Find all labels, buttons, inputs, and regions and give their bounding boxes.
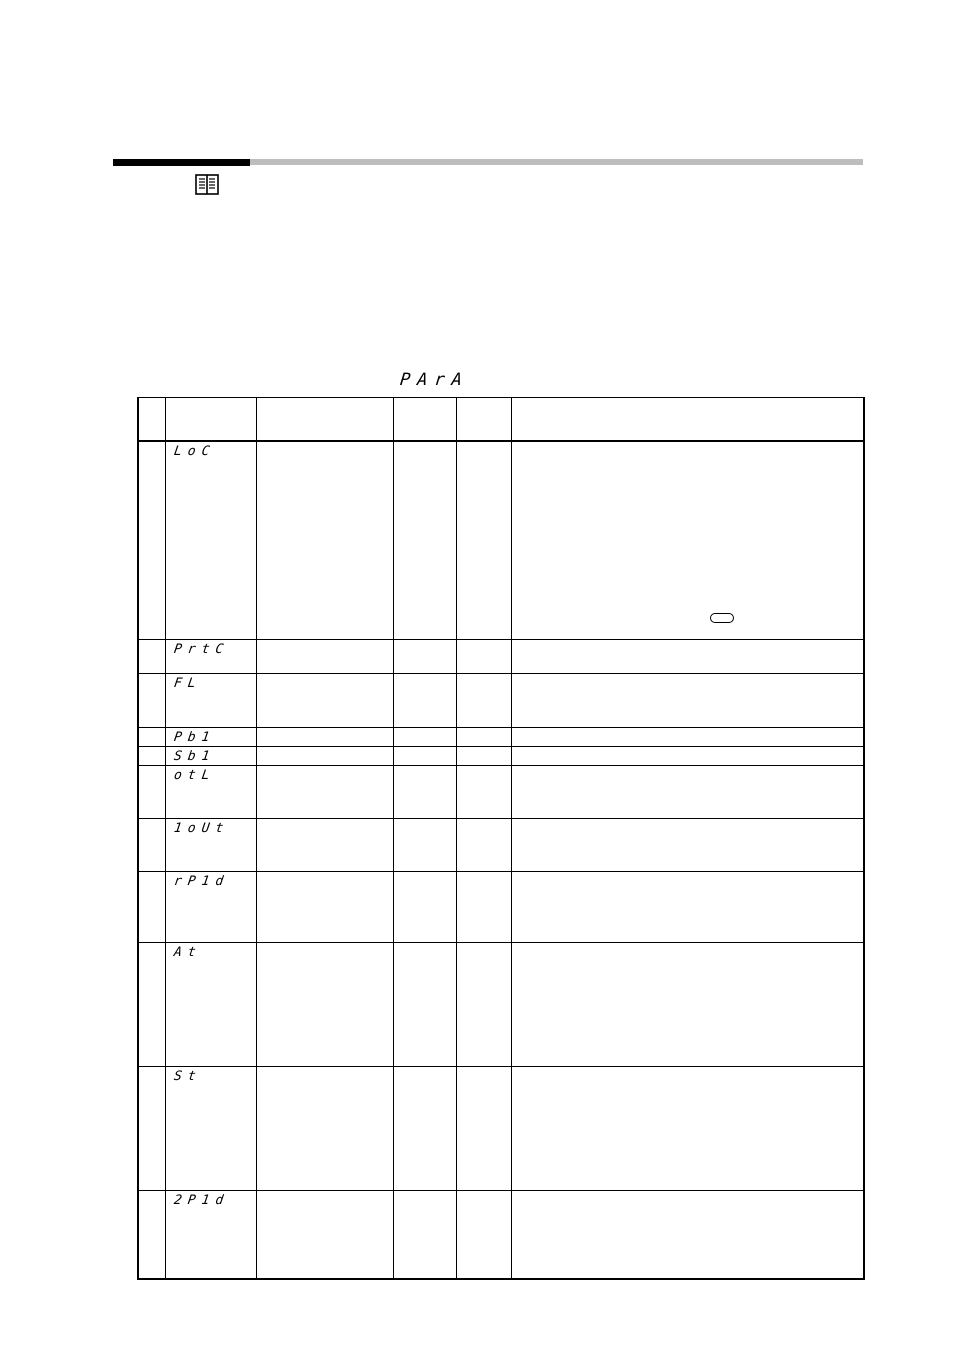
table-row xyxy=(138,673,864,727)
table-row xyxy=(138,818,864,871)
parameter-code: 2P1d xyxy=(172,1192,230,1208)
section-rule-black xyxy=(113,159,250,166)
table-header-row xyxy=(138,398,864,442)
table-row xyxy=(138,1066,864,1190)
column-header xyxy=(256,398,393,442)
parameter-code: FL xyxy=(172,675,203,691)
parameter-code: 1oUt xyxy=(172,820,230,836)
table-row xyxy=(138,942,864,1066)
table-row xyxy=(138,765,864,818)
table-row xyxy=(138,746,864,765)
column-header xyxy=(138,398,165,442)
table-row xyxy=(138,727,864,746)
parameter-code: Pb1 xyxy=(172,729,216,745)
column-header xyxy=(511,398,864,442)
section-rule-gray xyxy=(250,159,863,165)
column-header xyxy=(165,398,256,442)
parameter-code: St xyxy=(172,1068,203,1084)
parameter-code: Sb1 xyxy=(172,748,216,764)
key-oval-icon xyxy=(710,613,734,623)
table-row xyxy=(138,441,864,639)
section-title-code: PArA xyxy=(398,370,471,390)
parameter-code: rP1d xyxy=(172,873,230,889)
parameter-code: At xyxy=(172,944,203,960)
parameter-code: otL xyxy=(172,767,216,783)
parameter-code: LoC xyxy=(172,444,216,459)
column-header xyxy=(393,398,456,442)
book-icon xyxy=(195,174,219,195)
parameter-table xyxy=(137,397,865,1280)
column-header xyxy=(456,398,511,442)
table-row xyxy=(138,639,864,673)
table-row xyxy=(138,1190,864,1279)
table-row xyxy=(138,871,864,942)
parameter-code: PrtC xyxy=(172,641,230,657)
